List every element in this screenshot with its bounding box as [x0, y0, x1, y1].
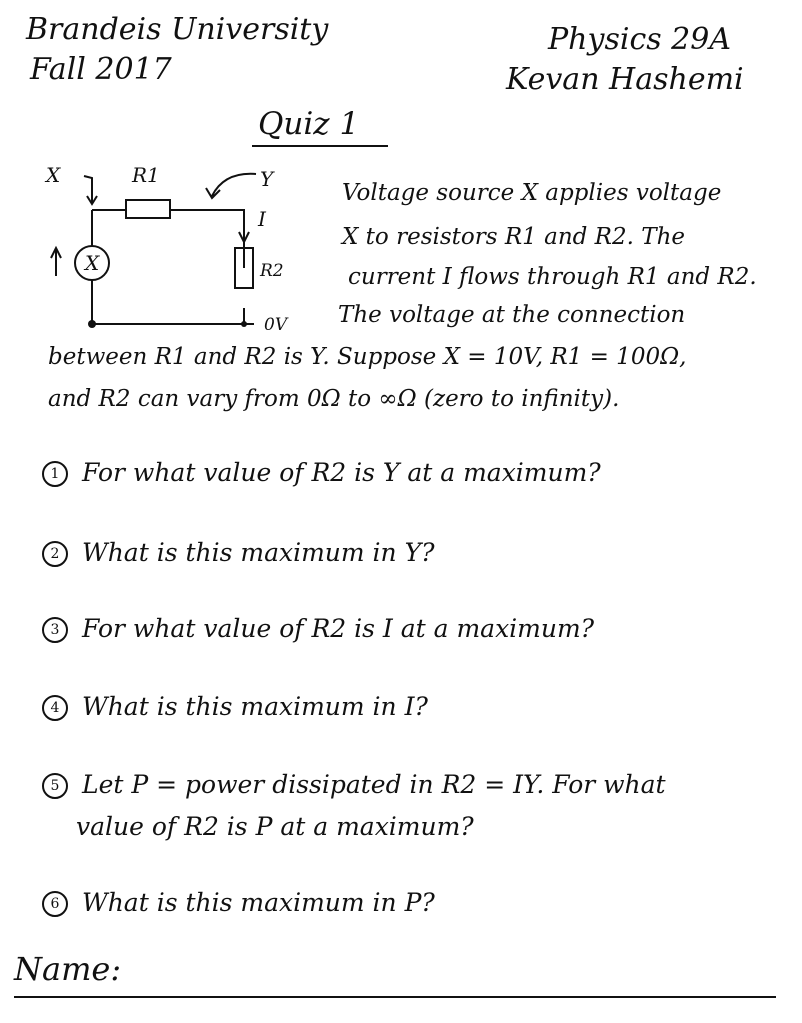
- question-text: What is this maximum in I?: [82, 692, 428, 721]
- wire-left: [92, 210, 244, 324]
- r1-label: R1: [132, 163, 160, 187]
- question-number: 1: [42, 461, 68, 487]
- arrow-i: [239, 218, 249, 242]
- question-number: 6: [42, 891, 68, 917]
- node-y-label: Y: [260, 167, 274, 191]
- r2-label: R2: [260, 261, 284, 281]
- term: Fall 2017: [30, 52, 172, 87]
- question-4: [42, 692, 428, 721]
- arrow-x: [84, 176, 97, 204]
- quiz-title: Quiz 1: [258, 106, 360, 142]
- node-x-label: X: [46, 163, 61, 187]
- question-number: 3: [42, 617, 68, 643]
- course-name: Physics 29A: [548, 22, 732, 57]
- school-name: Brandeis University: [26, 12, 329, 47]
- title-underline: [252, 145, 388, 147]
- source-label: X: [85, 251, 100, 275]
- description-line-2: X to resistors R1 and R2. The: [342, 224, 686, 250]
- description-line-1: Voltage source X applies voltage: [342, 180, 722, 206]
- question-5-continuation: value of R2 is P at a maximum?: [76, 812, 474, 841]
- description-line-4: The voltage at the connection: [338, 302, 686, 328]
- arrow-y: [206, 174, 256, 198]
- question-number: 5: [42, 773, 68, 799]
- question-number: 4: [42, 695, 68, 721]
- name-answer-line[interactable]: [14, 996, 776, 998]
- ground-label: 0V: [264, 315, 288, 335]
- question-number: 2: [42, 541, 68, 567]
- question-text: For what value of R2 is I at a maximum?: [82, 614, 595, 643]
- question-1: [42, 458, 601, 487]
- question-2: [42, 538, 435, 567]
- description-line-5: between R1 and R2 is Y. Suppose X = 10V, R1 = 100Ω,: [48, 344, 687, 370]
- question-text: For what value of R2 is Y at a maximum?: [82, 458, 601, 487]
- question-6: [42, 888, 435, 917]
- current-label: I: [258, 207, 266, 231]
- question-5: [42, 770, 666, 799]
- question-text: Let P = power dissipated in R2 = IY. For what: [82, 770, 666, 799]
- question-text: What is this maximum in Y?: [82, 538, 435, 567]
- description-line-3: current I flows through R1 and R2.: [348, 264, 757, 290]
- circuit-diagram: [34, 160, 334, 340]
- question-text: What is this maximum in P?: [82, 888, 435, 917]
- instructor-name: Kevan Hashemi: [506, 62, 744, 97]
- description-line-6: and R2 can vary from 0Ω to ∞Ω (zero to infinity).: [48, 386, 620, 412]
- resistor-r1: [126, 200, 170, 218]
- question-3: [42, 614, 594, 643]
- name-label: Name:: [14, 950, 122, 988]
- arrow-source: [51, 248, 61, 276]
